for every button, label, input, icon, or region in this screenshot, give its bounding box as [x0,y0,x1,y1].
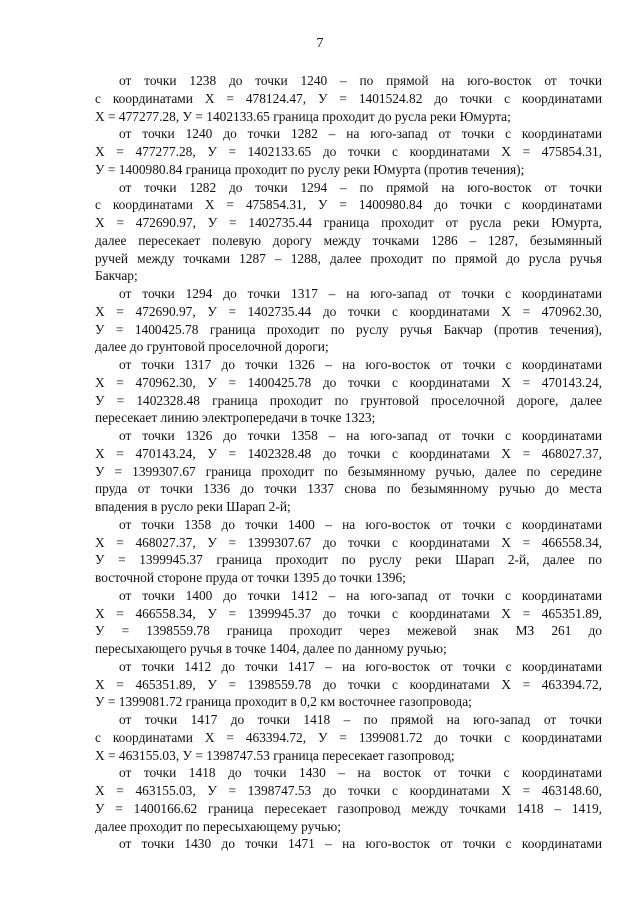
text-line: от точки 1294 до точки 1317 – на юго-запад от точки с координатами [119,286,602,301]
text-line: У = 1398559.78 граница проходит через межевой знак МЗ 261 до [95,623,602,639]
text-line: с координатами Х = 475854.31, У = 1400980.84 до точки с координатами [95,197,602,213]
text-line: далее до грунтовой проселочной дороги; [95,339,329,355]
document-body [95,72,602,853]
text-line: от точки 1358 до точки 1400 – на юго-восток от точки с координатами [119,516,602,532]
paragraph [95,179,602,286]
text-line: У = 1399081.72 граница проходит в 0,2 км восточнее газопровода; [95,694,472,710]
text-line: от точки 1418 до точки 1430 – на восток от точки с координатами [119,765,602,781]
text-line: Х = 468027.37, У = 1399307.67 до точки с координатами Х = 466558.34, [95,534,602,550]
text-line: от точки 1412 до точки 1417 – на юго-восток от точки с координатами [119,658,602,674]
text-line: У = 1400166.62 граница пересекает газопровод между точками 1418 – 1419, [95,800,602,816]
text-line: Х = 470143.24, У = 1402328.48 до точки с координатами Х = 468027.37, [95,445,602,461]
paragraph [95,72,602,125]
text-line: Х = 463155.03, У = 1398747.53 граница пересекает газопровод; [95,747,455,763]
text-line: ручей между точками 1287 – 1288, далее проходит по прямой до русла ручья [95,250,602,266]
text-line: Х = 465351.89, У = 1398559.78 до точки с координатами Х = 463394.72, [95,676,602,692]
text-line: Бакчар; [95,268,138,284]
paragraph [95,587,602,658]
text-line: Х = 472690.97, У = 1402735.44 граница проходит от русла реки Юмурта, [95,215,602,230]
text-line: от точки 1240 до точки 1282 – на юго-запад от точки с координатами [119,126,602,142]
text-line: от точки 1282 до точки 1294 – по прямой на юго-восток от точки [119,179,602,195]
text-line: с координатами Х = 478124.47, У = 1401524.82 до точки с координатами [95,90,602,106]
text-line: У = 1399945.37 граница проходит по руслу реки Шарап 2-й, далее по [95,552,602,568]
paragraph [95,764,602,835]
text-line: от точки 1400 до точки 1412 – на юго-запад от точки с координатами [119,587,602,603]
text-line: У = 1399307.67 граница проходит по безымянному ручью, далее по середине [95,463,602,479]
text-line: от точки 1417 до точки 1418 – по прямой на юго-запад от точки [119,712,602,727]
text-line: Х = 472690.97, У = 1402735.44 до точки с координатами Х = 470962.30, [95,303,602,319]
paragraph [95,711,602,764]
text-line: У = 1400425.78 граница проходит по руслу ручья Бакчар (против течения), [95,321,602,337]
text-line: пруда от точки 1336 до точки 1337 снова по безымянному ручью до места [95,481,602,497]
paragraph [95,427,602,516]
text-line: далее проходит по пересыхающему ручью; [95,818,341,834]
text-line: от точки 1430 до точки 1471 – на юго-восток от точки с координатами [119,836,602,852]
text-line: Х = 477277.28, У = 1402133.65 до точки с координатами Х = 475854.31, [95,144,602,159]
text-line: У = 1402328.48 граница проходит по грунтовой проселочной дороге, далее [95,392,602,408]
text-line: Х = 470962.30, У = 1400425.78 до точки с координатами Х = 470143.24, [95,374,602,390]
paragraph [95,516,602,587]
text-line: Х = 466558.34, У = 1399945.37 до точки с координатами Х = 465351.89, [95,605,602,621]
paragraph [95,835,602,853]
paragraph [95,658,602,711]
text-line: восточной стороне пруда от точки 1395 до точки 1396; [95,570,406,585]
text-line: от точки 1238 до точки 1240 – по прямой на юго-восток от точки [119,73,602,88]
paragraph [95,125,602,178]
paragraph [95,356,602,427]
text-line: от точки 1326 до точки 1358 – на юго-запад от точки с координатами [119,428,602,443]
text-line: с координатами Х = 463394.72, У = 1399081.72 до точки с координатами [95,729,602,745]
text-line: У = 1400980.84 граница проходит по руслу реки Юмурта (против течения); [95,161,525,177]
text-line: Х = 477277.28, У = 1402133.65 граница проходит до русла реки Юмурта; [95,108,511,124]
text-line: пересекает линию электропередачи в точке 1323; [95,410,376,426]
page-number: 7 [316,36,324,51]
text-line: Х = 463155.03, У = 1398747.53 до точки с координатами Х = 463148.60, [95,783,602,798]
text-line: от точки 1317 до точки 1326 – на юго-восток от точки с координатами [119,357,602,372]
paragraph [95,285,602,356]
text-line: далее пересекает полевую дорогу между точками 1286 – 1287, безымянный [95,232,602,248]
text-line: впадения в русло реки Шарап 2-й; [95,499,291,514]
text-line: пересыхающего ручья в точке 1404, далее по данному ручью; [95,641,447,656]
